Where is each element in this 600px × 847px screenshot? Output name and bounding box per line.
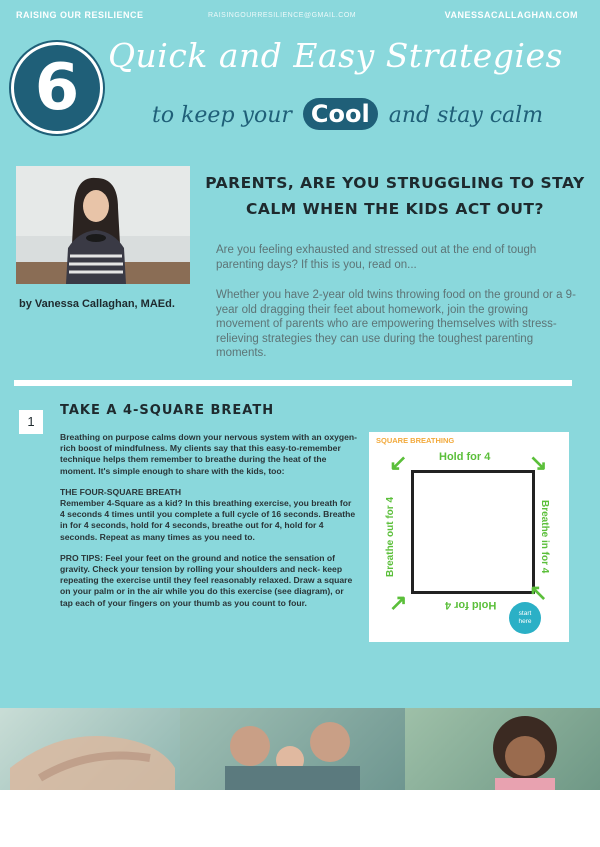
intro-heading [205,170,585,222]
title-line-1: Quick and Easy Strategies [108,36,563,75]
section-subheading: THE FOUR-SQUARE BREATH [60,486,182,497]
diagram-label-top: Hold for 4 [439,451,491,463]
family-photo-illustration [180,708,405,790]
brand-label: RAISING OUR RESILIENCE [16,10,144,20]
start-here-line-1: start [518,610,532,617]
pro-tips-label: PRO TIPS: [60,552,103,563]
section-number-box: 1 [19,410,43,434]
section-divider [14,380,572,386]
author-photo [16,166,190,284]
diagram-label-left: Breathe out for 4 [385,497,396,578]
diagram-label-right: Breathe in for 4 [539,500,550,574]
title-line-2-before: to keep your [152,103,292,128]
arrow-bottom-left-icon: ↗ [389,590,408,615]
breathing-square [411,470,535,594]
section-title: TAKE A 4-SQUARE BREATH [60,403,275,418]
child-photo-illustration [405,708,600,790]
title-line-2 [152,98,543,130]
pro-tips-text: Feel your feet on the ground and notice the sensation of gravity. Check your tension by rolling your shoulders and neck- keep repeating the exercise until they feel reasonably relaxed. Draw a square on your palm or in the air while you do this exercise (see diagram), or tap each of your fingers on your thumb as you count to four. [60,552,353,608]
arrow-top-right-icon: ↘ [529,450,548,475]
intro-heading-line-2: CALM WHEN THE KIDS ACT OUT? [246,200,544,218]
diagram-title: SQUARE BREATHING [376,436,455,445]
intro-heading-line-1: PARENTS, ARE YOU STRUGGLING TO STAY [205,174,585,192]
website-link[interactable]: VANESSACALLAGHAN.COM [444,10,578,20]
diagram-label-bottom: Hold for 4 [445,599,497,611]
section-body [60,432,358,619]
intro-paragraph-1: Are you feeling exhausted and stressed out at the end of tough parenting days? If this is you, read on... [216,244,537,271]
start-here-badge [509,602,541,634]
intro-text [216,243,580,377]
arrow-bottom-right-icon: ↖ [529,580,548,605]
number-badge [11,42,103,134]
section-paragraph-1: Breathing on purpose calms down your nervous system with an oxygen-rich boost of mindfulness. My clients say that this easy-to-remember technique helps them remember to breathe during the heat of the moment. It's simple enough to share with the kids, too: [60,432,358,476]
author-byline: by Vanessa Callaghan, MAEd. [19,298,175,310]
author-photo-illustration [16,166,190,284]
section-paragraph-2: Remember 4-Square as a kid? In this breathing exercise, you breath for 4 seconds 4 times until you complete a full cycle of 16 seconds. Breathe in for 4 seconds, hold for 4 seconds, breathe out for 4, hold for 4 seconds. Repeat as many times as you need to. [60,498,356,542]
family-photo [180,708,405,790]
start-here-line-2: here [518,618,532,625]
email-link[interactable]: RAISINGOURRESILIENCE@GMAIL.COM [208,12,357,19]
photo-strip [0,708,600,790]
child-photo [405,708,600,790]
hands-photo-illustration [0,708,180,790]
top-bar [0,0,600,30]
intro-paragraph-2: Whether you have 2-year old twins throwing food on the ground or a 9-year old dragging their feet about homework, join the growing movement of parents who are empowering themselves with stress-relieving strategies they can use during the toughest parenting moments. [216,289,576,359]
hands-photo [0,708,180,790]
title-line-2-after: and stay calm [388,103,544,128]
title-highlight-cool: Cool [303,98,378,130]
number-badge-value: 6 [34,51,80,125]
arrow-top-left-icon: ↙ [389,450,408,475]
square-breathing-diagram [369,432,569,642]
